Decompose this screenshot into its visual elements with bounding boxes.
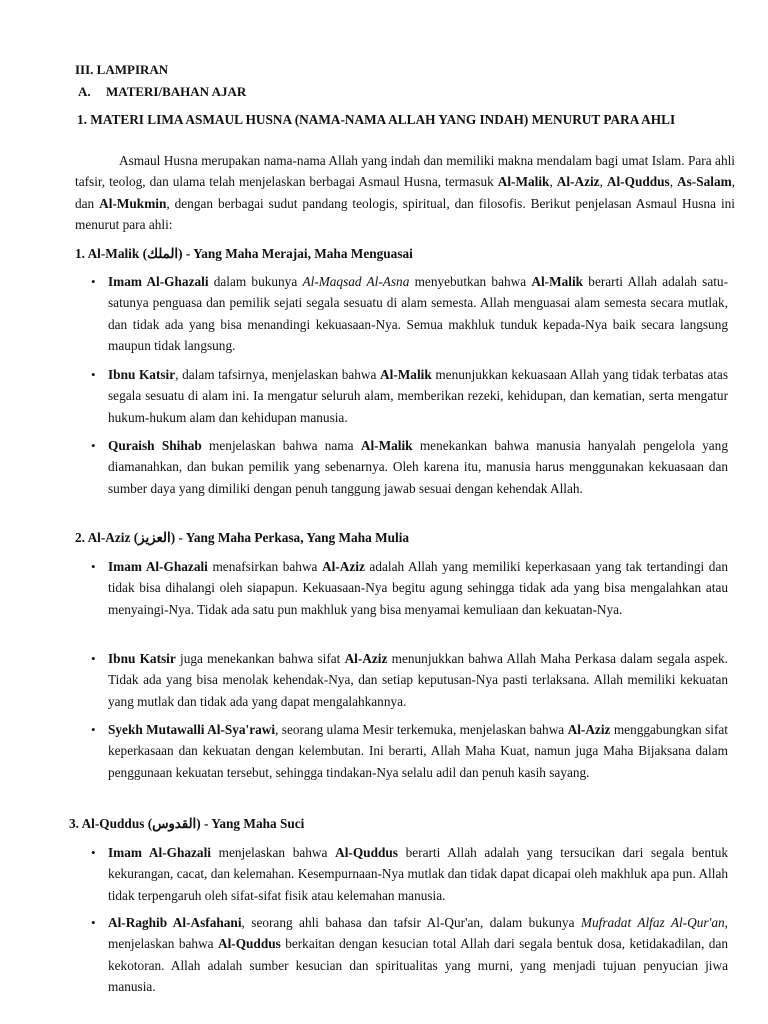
intro-name-al-mukmin: Al-Mukmin: [99, 195, 167, 211]
item-text: menekankan bahwa manusia hanyalah pengelola yang diamanahkan, dan bukan pemilik yang sebenarnya. Oleh karena itu, manusia harus menggunakan kekuasaan dan sumber daya yang dimiliki dengan penuh tanggung jawab sesuai dengan kehendak Allah.: [108, 438, 728, 496]
name-heading-suffix: ) - Yang Maha Perkasa, Yang Maha Mulia: [170, 530, 410, 545]
scholar-name: Imam Al-Ghazali: [108, 559, 208, 574]
item-text: , seorang ahli bahasa dan tafsir Al-Qur'an, dalam bukunya: [241, 915, 581, 930]
name-heading-al-quddus: [69, 813, 304, 834]
item-text: berarti Allah adalah satu-satunya penguasa dan pemilik sejati segala sesuatu di alam semesta. Allah menguasai alam semesta secara mutlak, dan tidak ada yang bisa menandingi kekuasaan-Nya. Semua makhluk tunduk kepada-Nya baik secara langsung maupun tidak langsung.: [108, 274, 728, 353]
item-text: menyebutkan bahwa: [409, 274, 532, 289]
item-text: menafsirkan bahwa: [207, 559, 323, 574]
intro-sep: , dan: [75, 174, 735, 211]
item-text: , menjelaskan bahwa: [108, 915, 728, 952]
name-heading-prefix: 3. Al-Quddus (: [69, 816, 153, 831]
name-heading-al-malik: [75, 243, 413, 264]
intro-name-as-salam: As-Salam: [677, 174, 732, 190]
bullet-icon: •: [91, 438, 96, 453]
asmaul-husna-term: Al-Aziz: [567, 722, 611, 737]
subheading-text: MATERI/BAHAN AJAR: [106, 84, 247, 99]
intro-sep: ,: [669, 174, 677, 190]
item-text: menjelaskan bahwa nama: [201, 438, 361, 453]
section-heading-lampiran: III. LAMPIRAN: [75, 62, 169, 77]
intro-sep: ,: [549, 174, 557, 190]
scholar-name: Syekh Mutawalli Al-Sya'rawi: [108, 722, 276, 737]
list-item: [91, 648, 729, 712]
item-text: menunjukkan kekuasaan Allah yang tidak terbatas atas segala sesuatu di alam ini. Ia mengatur seluruh alam, memberikan rezeki, kehidupan, dan kematian, serta mengatur hukum-hukum alam dan kehidupan manusia.: [108, 367, 728, 425]
bullet-icon: •: [91, 651, 96, 666]
book-title: Mufradat Alfaz Al-Qur'an: [580, 915, 725, 930]
arabic-name: العزيز: [138, 530, 171, 545]
bullet-icon: •: [91, 559, 96, 574]
scholar-name: Imam Al-Ghazali: [108, 274, 209, 289]
intro-name-al-quddus: Al-Quddus: [606, 174, 670, 190]
item-text: menjelaskan bahwa: [210, 845, 336, 860]
item-text: dalam bukunya: [208, 274, 303, 289]
list-item: [91, 719, 728, 783]
item-text: , seorang ulama Mesir terkemuka, menjelaskan bahwa: [275, 722, 568, 737]
arabic-name: القدوس: [152, 816, 197, 831]
intro-name-al-aziz: Al-Aziz: [556, 174, 600, 190]
intro-name-al-malik: Al-Malik: [497, 174, 550, 190]
intro-text-2: , dengan berbagai sudut pandang teologis, spiritual, dan filosofis. Berikut penjelasan Asmaul Husna ini menurut para ahli:: [75, 195, 735, 232]
scholar-name: Ibnu Katsir: [108, 651, 176, 666]
bullet-icon: •: [91, 845, 96, 860]
item-text: adalah Allah yang memiliki keperkasaan yang tak tertandingi dan tidak bisa dihalangi oleh siapapun. Kekuasaan-Nya begitu agung sehingga tidak ada yang bisa mengalahkan atau menyaingi-Nya. Tidak ada satu pun makhluk yang bisa menyamai kemuliaan dan kekuatan-Nya.: [108, 559, 728, 617]
section-title: 1. MATERI LIMA ASMAUL HUSNA (NAMA-NAMA ALLAH YANG INDAH) MENURUT PARA AHLI: [77, 112, 676, 127]
intro-paragraph: [75, 150, 735, 235]
bullet-icon: •: [91, 367, 96, 382]
asmaul-husna-term: Al-Aziz: [344, 651, 388, 666]
scholar-name: Ibnu Katsir: [108, 367, 176, 382]
scholar-name: Imam Al-Ghazali: [108, 845, 211, 860]
asmaul-husna-term: Al-Malik: [531, 274, 584, 289]
asmaul-husna-term: Al-Quddus: [217, 936, 281, 952]
list-item: [91, 364, 728, 428]
subheading-materi: [78, 81, 246, 102]
arabic-name: الملك: [147, 246, 179, 261]
scholar-name: Quraish Shihab: [108, 438, 202, 453]
intro-text-1: Asmaul Husna merupakan nama-nama Allah yang indah dan memiliki makna mendalam bagi umat Islam. Para ahli tafsir, teolog, dan ulama telah menjelaskan berbagai Asmaul Husna, termasuk: [75, 153, 735, 190]
name-heading-prefix: 1. Al-Malik (: [75, 246, 148, 261]
item-text: menggabungkan sifat keperkasaan dan kekuatan dengan kelembutan. Ini berarti, Allah Maha Kuat, namun juga Maha Bijaksana dalam penggunaan kekuatan tersebut, sehingga tindakan-Nya selalu adil dan penuh kasih sayang.: [108, 722, 728, 780]
item-text: juga menekankan bahwa sifat: [175, 651, 345, 666]
list-item: [91, 842, 728, 906]
item-text: berkaitan dengan kesucian total Allah dari segala bentuk dosa, ketidakadilan, dan kekotoran. Allah adalah sumber kesucian dan spiritualitas yang murni, yang menjadi tujuan penyucian jiwa manusia.: [108, 936, 728, 994]
list-item: [91, 556, 728, 620]
list-item: [91, 271, 728, 356]
name-heading-al-aziz: [75, 527, 409, 548]
item-text: , dalam tafsirnya, menjelaskan bahwa: [175, 367, 381, 382]
book-title: Al-Maqsad Al-Asna: [302, 274, 410, 289]
asmaul-husna-term: Al-Quddus: [335, 845, 398, 860]
name-heading-suffix: ) - Yang Maha Suci: [196, 816, 305, 831]
bullet-icon: •: [91, 274, 96, 289]
list-item: [91, 912, 728, 997]
asmaul-husna-term: Al-Aziz: [322, 559, 365, 574]
list-item: [91, 435, 728, 499]
item-text: berarti Allah adalah yang tersucikan dari segala bentuk kekurangan, cacat, dan kelemahan. Kesempurnaan-Nya mutlak dan tidak dapat dicapai oleh makhluk apa pun. Allah tidak terpengaruh oleh sifat-sifat fisik atau kelemahan manusia.: [108, 845, 728, 903]
asmaul-husna-term: Al-Malik: [360, 438, 413, 453]
name-heading-suffix: ) - Yang Maha Merajai, Maha Menguasai: [178, 246, 413, 261]
item-text: menunjukkan bahwa Allah Maha Perkasa dalam segala aspek. Tidak ada yang bisa menolak kehendak-Nya, dan setiap keputusan-Nya pasti terlaksana. Allah memiliki kekuatan yang mutlak dan tidak ada yang dapat mengalahkannya.: [108, 651, 729, 709]
name-heading-prefix: 2. Al-Aziz (: [75, 530, 139, 545]
scholar-name: Al-Raghib Al-Asfahani: [108, 915, 242, 930]
intro-sep: ,: [599, 174, 607, 190]
subheading-label: A.: [78, 84, 91, 99]
bullet-icon: •: [91, 722, 96, 737]
asmaul-husna-term: Al-Malik: [380, 367, 432, 382]
bullet-icon: •: [91, 915, 96, 930]
